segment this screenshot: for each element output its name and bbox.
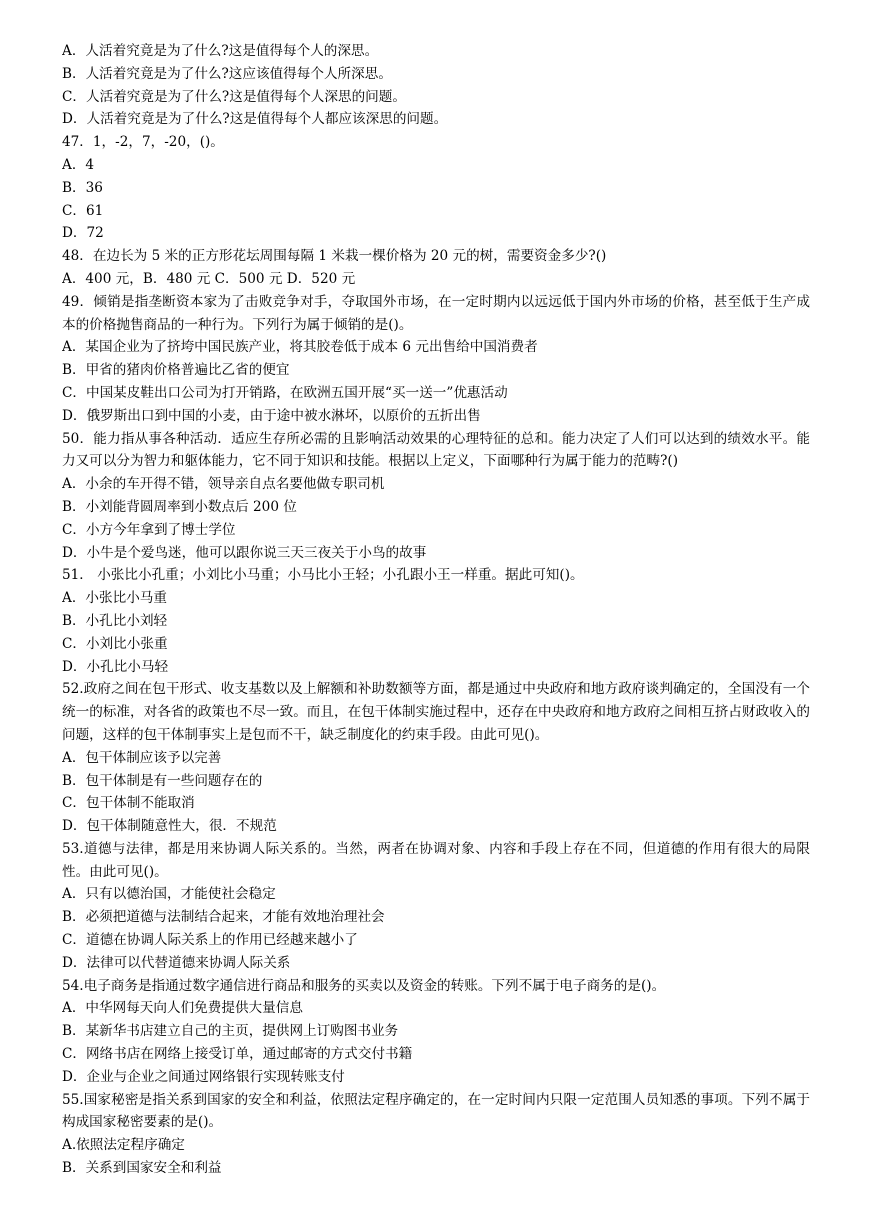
option-line: D．人活着究竟是为了什么?这是值得每个人都应该深思的问题。 — [62, 111, 448, 128]
option-line: D．俄罗斯出口到中国的小麦，由于途中被水淋坏，以原价的五折出售 — [62, 407, 481, 424]
option-line: A．小余的车开得不错，领导亲自点名要他做专职司机 — [62, 476, 385, 493]
option-line: D．小孔比小马轻 — [62, 658, 169, 675]
option-line: C．小刘比小张重 — [62, 635, 168, 652]
option-line: B．36 — [62, 179, 103, 196]
option-line: C．人活着究竟是为了什么?这是值得每个人深思的问题。 — [62, 88, 406, 105]
option-line: B．甲省的猪肉价格普遍比乙省的便宜 — [62, 362, 290, 379]
option-line: B．关系到国家安全和利益 — [62, 1160, 222, 1177]
question-48: 48．在边长为 5 米的正方形花坛周围每隔 1 米栽一棵价格为 20 元的树，需要资金多少?() — [62, 248, 607, 265]
option-line: A.依照法定程序确定 — [62, 1137, 185, 1154]
option-line: A．4 — [62, 156, 95, 173]
option-line: B．包干体制是有一些问题存在的 — [62, 772, 263, 789]
question-52: 52.政府之间在包干形式、收支基数以及上解额和补助数额等方面，都是通过中央政府和地方政府谈判确定的，全国没有一个统一的标准，对各省的政策也不尽一致。而且，在包干体制实施过程中，还存在中央政府和地方政府之间相互挤占财政收入的问题，这样的包干体制事实上是包而不干，缺乏制度化的约束手段。由此可见()。 — [62, 681, 810, 743]
option-line: D．小牛是个爱鸟迷，他可以跟你说三天三夜关于小鸟的故事 — [62, 544, 427, 561]
option-line: C．中国某皮鞋出口公司为打开销路，在欧洲五国开展“买一送一”优惠活动 — [62, 384, 508, 401]
option-line: B．人活着究竟是为了什么?这应该值得每个人所深思。 — [62, 65, 392, 82]
option-line: A．只有以德治国，才能使社会稳定 — [62, 886, 276, 903]
question-50: 50．能力指从事各种活动．适应生存所必需的且影响活动效果的心理特征的总和。能力决定了人们可以达到的绩效水平。能力又可以分为智力和躯体能力，它不同于知识和技能。根据以上定义，下面哪种行为属于能力的范畴?() — [62, 430, 810, 470]
option-line: C．网络书店在网络上接受订单，通过邮寄的方式交付书籍 — [62, 1046, 413, 1063]
option-line: C．道德在协调人际关系上的作用已经越来越小了 — [62, 932, 358, 949]
question-51: 51． 小张比小孔重；小刘比小马重；小马比小王轻；小孔跟小王一样重。据此可知()。 — [62, 567, 584, 584]
question-47: 47．1，-2，7，-20，()。 — [62, 134, 224, 151]
document-page — [62, 40, 810, 1180]
option-line: C．小方今年拿到了博士学位 — [62, 521, 236, 538]
question-49: 49．倾销是指垄断资本家为了击败竞争对手，夺取国外市场，在一定时期内以远远低于国内外市场的价格，甚至低于生产成本的价格抛售商品的一种行为。下列行为属于倾销的是()。 — [62, 293, 810, 333]
option-line: A．某国企业为了挤垮中国民族产业，将其胶卷低于成本 6 元出售给中国消费者 — [62, 339, 538, 356]
option-line: C．61 — [62, 202, 104, 219]
option-line: A．中华网每天向人们免费提供大量信息 — [62, 1000, 303, 1017]
option-line: D．企业与企业之间通过网络银行实现转账支付 — [62, 1068, 345, 1085]
option-line: A．人活着究竟是为了什么?这是值得每个人的深思。 — [62, 43, 379, 59]
question-55: 55.国家秘密是指关系到国家的安全和利益，依照法定程序确定的，在一定时间内只限一定范围人员知悉的事项。下列不属于构成国家秘密要素的是()。 — [62, 1091, 810, 1131]
option-line: D．72 — [62, 225, 104, 242]
option-line: D．法律可以代替道德来协调人际关系 — [62, 954, 291, 971]
option-line: B．必须把道德与法制结合起来，才能有效地治理社会 — [62, 909, 385, 926]
option-line: B．小刘能背圆周率到小数点后 200 位 — [62, 498, 297, 515]
option-line: A．小张比小马重 — [62, 590, 167, 607]
option-line: A．400 元，B．480 元 C．500 元 D．520 元 — [62, 270, 356, 287]
option-line: D．包干体制随意性大，很．不规范 — [62, 818, 277, 835]
option-line: C．包干体制不能取消 — [62, 795, 195, 812]
option-line: B．小孔比小刘轻 — [62, 612, 168, 629]
option-line: B．某新华书店建立自己的主页，提供网上订购图书业务 — [62, 1023, 399, 1040]
question-54: 54.电子商务是指通过数字通信进行商品和服务的买卖以及资金的转账。下列不属于电子商务的是()。 — [62, 977, 666, 994]
question-53: 53.道德与法律，都是用来协调人际关系的。当然，两者在协调对象、内容和手段上存在不同，但道德的作用有很大的局限性。由此可见()。 — [62, 840, 810, 880]
option-line: A．包干体制应该予以完善 — [62, 749, 222, 766]
